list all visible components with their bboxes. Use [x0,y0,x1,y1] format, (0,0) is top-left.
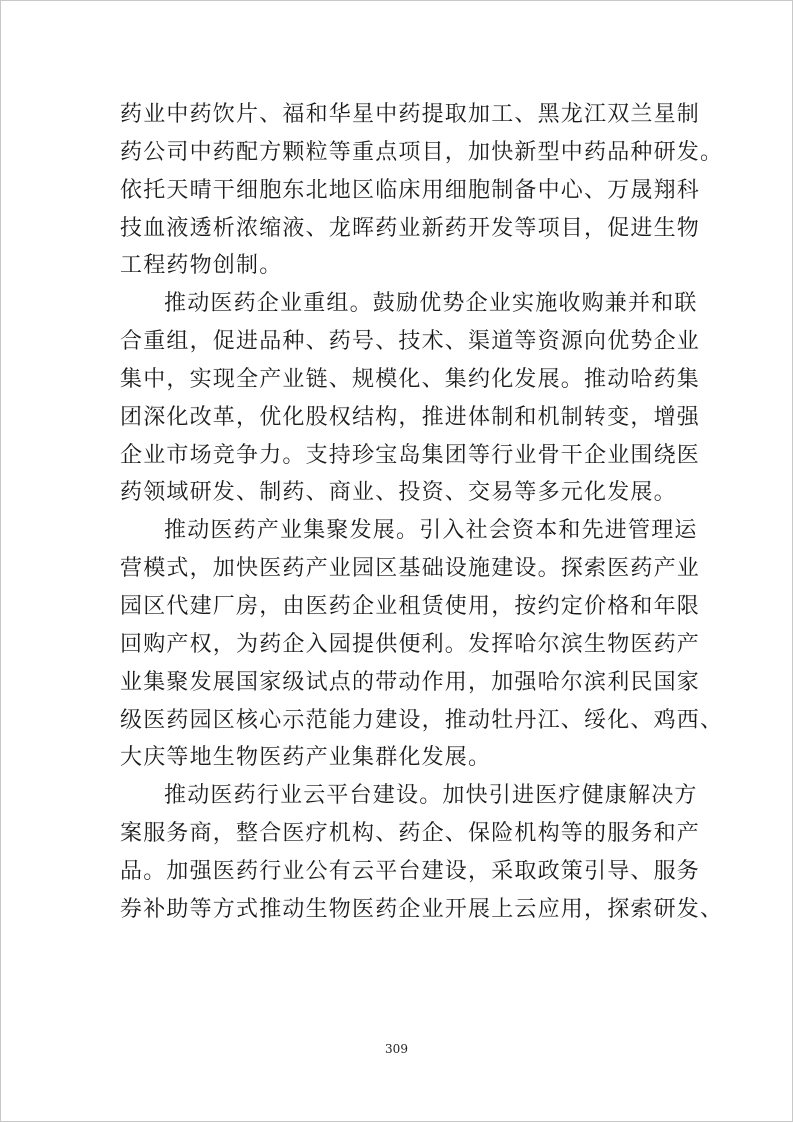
text-line: 级医药园区核心示范能力建设，推动牡丹江、绥化、鸡西、 [120,707,724,733]
text-line: 园区代建厂房，由医药企业租赁使用，按约定价格和年限 [120,593,701,619]
text-line: 药公司中药配方颗粒等重点项目，加快新型中药品种研发。 [120,139,724,165]
text-line: 合重组，促进品种、药号、技术、渠道等资源向优势企业 [120,329,701,355]
text-line: 依托天晴干细胞东北地区临床用细胞制备中心、万晟翔科 [120,177,701,203]
text-line: 技血液透析浓缩液、龙晖药业新药开发等项目，促进生物 [120,215,701,241]
text-line: 企业市场竞争力。支持珍宝岛集团等行业骨干企业围绕医 [120,442,701,468]
text-line: 券补助等方式推动生物医药企业开展上云应用，探索研发、 [120,896,724,922]
text-line: 团深化改革，优化股权结构，推进体制和机制转变，增强 [120,404,701,430]
text-line: 案服务商，整合医疗机构、药企、保险机构等的服务和产 [120,821,701,847]
text-line: 药领域研发、制药、商业、投资、交易等多元化发展。 [120,480,677,506]
paragraph-heading-line: 推动医药行业云平台建设。加快引进医疗健康解决方 [164,783,698,809]
text-line: 工程药物创制。 [120,253,283,279]
text-line: 大庆等地生物医药产业集群化发展。 [120,745,492,771]
paragraph-heading-line: 推动医药产业集聚发展。引入社会资本和先进管理运 [164,518,698,544]
text-line: 品。加强医药行业公有云平台建设，采取政策引导、服务 [120,858,701,884]
document-body [120,96,724,929]
page-number: 309 [385,1042,408,1056]
text-line: 回购产权，为药企入园提供便利。发挥哈尔滨生物医药产 [120,631,701,657]
text-line: 集中，实现全产业链、规模化、集约化发展。推动哈药集 [120,366,701,392]
paragraph-heading-line: 推动医药企业重组。鼓励优势企业实施收购兼并和联 [164,291,698,317]
text-line: 药业中药饮片、福和华星中药提取加工、黑龙江双兰星制 [120,102,701,127]
text-line: 业集聚发展国家级试点的带动作用，加强哈尔滨利民国家 [120,669,701,695]
text-line: 营模式，加快医药产业园区基础设施建设。探索医药产业 [120,556,701,582]
